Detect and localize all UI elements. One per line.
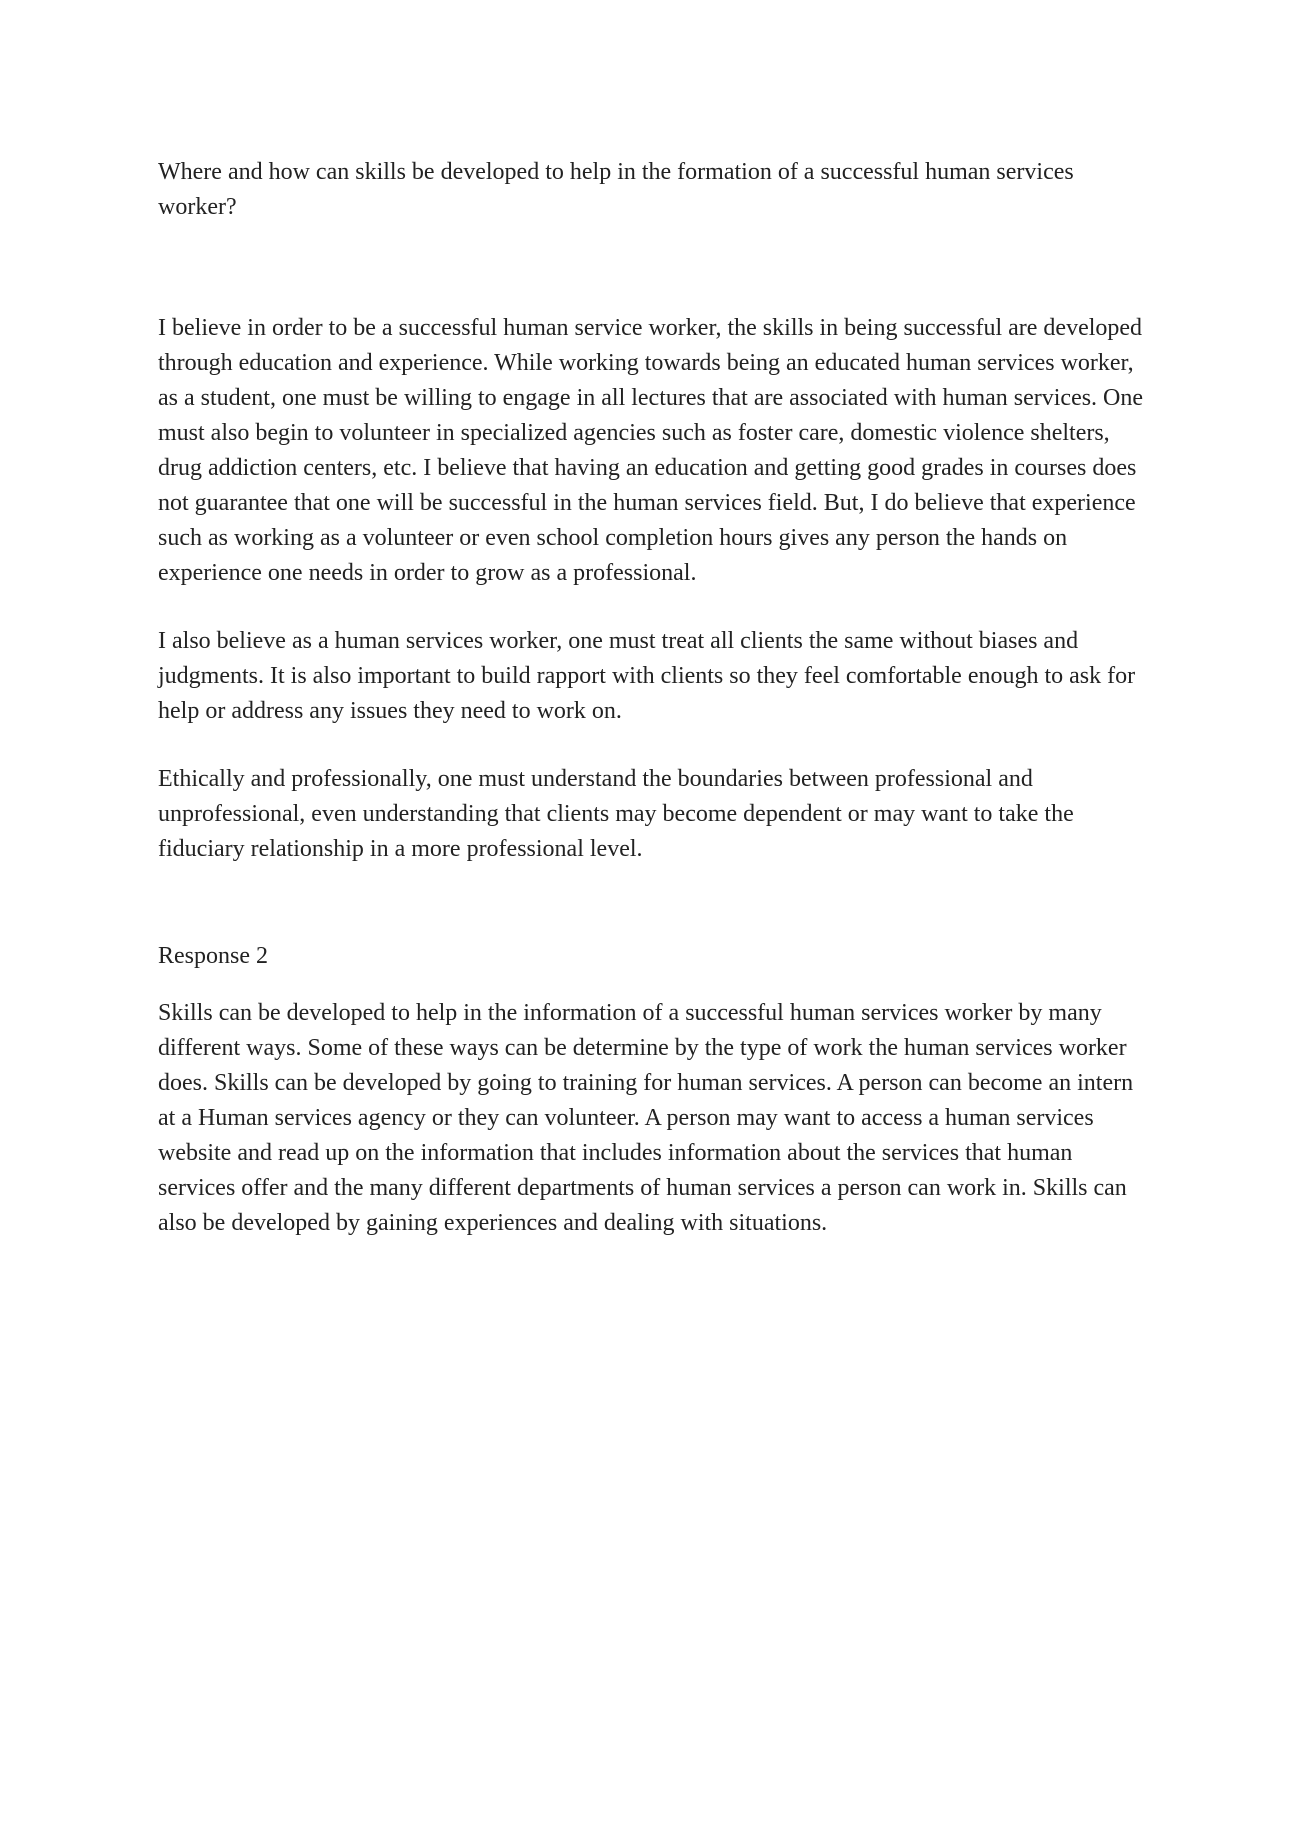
response2-heading: Response 2 [158, 943, 268, 969]
document-body [158, 155, 1148, 1274]
response2-paragraph: Skills can be developed to help in the information of a successful human services worker by many different ways. Some of these ways can be determine by the type of work the human services worker does. Skills can be developed by going to training for human services. A person can become an intern at a Human services agency or they can volunteer. A person may want to access a human services website and read up on the information that includes information about the services that human services offer and the many different departments of human services a person can work in. Skills can also be developed by gaining experiences and dealing with situations. [158, 1000, 1134, 1236]
response1-paragraph-1: I believe in order to be a successful human service worker, the skills in being successful are developed through education and experience. While working towards being an educated human services worker, as a student, one must be willing to engage in all lectures that are associated with human services. One must also begin to volunteer in specialized agencies such as foster care, domestic violence shelters, drug addiction centers, etc. I believe that having an education and getting good grades in courses does not guarantee that one will be successful in the human services field. But, I do believe that experience such as working as a volunteer or even school completion hours gives any person the hands on experience one needs in order to grow as a professional. [158, 315, 1144, 586]
question-text: Where and how can skills be developed to help in the formation of a successful human services worker? [158, 159, 1074, 220]
response1-paragraph-2: I also believe as a human services worker, one must treat all clients the same without biases and judgments. It is also important to build rapport with clients so they feel comfortable enough to ask for help or address any issues they need to work on. [158, 628, 1136, 724]
response1-paragraph-3: Ethically and professionally, one must understand the boundaries between professional and unprofessional, even understanding that clients may become dependent or may want to take the fiduciary relationship in a more professional level. [158, 766, 1074, 862]
